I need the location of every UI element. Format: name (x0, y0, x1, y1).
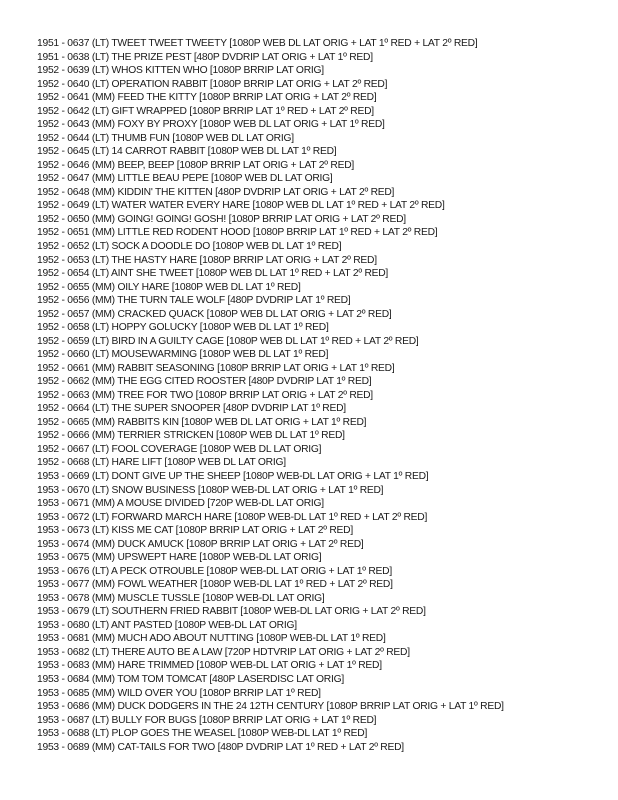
list-item: 1952 - 0653 (LT) THE HASTY HARE [1080P BRRIP LAT ORIG + LAT 2º RED] (37, 254, 377, 266)
list-item: 1952 - 0646 (MM) BEEP, BEEP [1080P BRRIP LAT ORIG + LAT 2º RED] (37, 159, 355, 171)
list-item: 1952 - 0642 (LT) GIFT WRAPPED [1080P BRRIP LAT 1º RED + LAT 2º RED] (37, 105, 374, 117)
list-item: 1952 - 0658 (LT) HOPPY GOLUCKY [1080P WEB DL LAT 1º RED] (37, 322, 329, 334)
list-item: 1953 - 0689 (MM) CAT-TAILS FOR TWO [480P DVDRIP LAT 1º RED + LAT 2º RED] (37, 741, 404, 753)
list-item: 1952 - 0660 (LT) MOUSEWARMING [1080P WEB DL LAT 1º RED] (37, 349, 329, 361)
list-item: 1952 - 0652 (LT) SOCK A DOODLE DO [1080P WEB DL LAT 1º RED] (37, 240, 342, 252)
list-item: 1953 - 0681 (MM) MUCH ADO ABOUT NUTTING [1080P WEB-DL LAT 1º RED] (37, 633, 386, 645)
list-item: 1952 - 0644 (LT) THUMB FUN [1080P WEB DL LAT ORIG] (37, 132, 294, 144)
list-item: 1952 - 0664 (LT) THE SUPER SNOOPER [480P DVDRIP LAT 1º RED] (37, 403, 346, 415)
list-item: 1952 - 0639 (LT) WHOS KITTEN WHO [1080P BRRIP LAT ORIG] (37, 65, 324, 77)
list-item: 1953 - 0684 (MM) TOM TOM TOMCAT [480P LASERDISC LAT ORIG] (37, 673, 344, 685)
list-item: 1953 - 0674 (MM) DUCK AMUCK [1080P BRRIP LAT ORIG + LAT 2º RED] (37, 538, 364, 550)
list-item: 1951 - 0638 (LT) THE PRIZE PEST [480P DVDRIP LAT ORIG + LAT 1º RED] (37, 51, 373, 63)
list-item: 1952 - 0655 (MM) OILY HARE [1080P WEB DL LAT 1º RED] (37, 281, 301, 293)
list-item: 1953 - 0679 (LT) SOUTHERN FRIED RABBIT [1080P WEB-DL LAT ORIG + LAT 2º RED] (37, 606, 426, 618)
list-item: 1952 - 0656 (MM) THE TURN TALE WOLF [480P DVDRIP LAT 1º RED] (37, 295, 351, 307)
list-item: 1952 - 0640 (LT) OPERATION RABBIT [1080P BRRIP LAT ORIG + LAT 2º RED] (37, 78, 388, 90)
list-item: 1953 - 0685 (MM) WILD OVER YOU [1080P BRRIP LAT 1º RED] (37, 687, 321, 699)
list-item: 1953 - 0683 (MM) HARE TRIMMED [1080P WEB-DL LAT ORIG + LAT 1º RED] (37, 660, 382, 672)
list-item: 1953 - 0670 (LT) SNOW BUSINESS [1080P WEB-DL LAT ORIG + LAT 1º RED] (37, 484, 384, 496)
list-item: 1952 - 0661 (MM) RABBIT SEASONING [1080P BRRIP LAT ORIG + LAT 1º RED] (37, 362, 395, 374)
list-item: 1953 - 0677 (MM) FOWL WEATHER [1080P WEB-DL LAT 1º RED + LAT 2º RED] (37, 579, 393, 591)
list-item: 1953 - 0680 (LT) ANT PASTED [1080P WEB-DL LAT ORIG] (37, 619, 297, 631)
list-item: 1952 - 0648 (MM) KIDDIN' THE KITTEN [480P DVDRIP LAT ORIG + LAT 2º RED] (37, 186, 395, 198)
list-item: 1952 - 0662 (MM) THE EGG CITED ROOSTER [480P DVDRIP LAT 1º RED] (37, 376, 372, 388)
list-item: 1952 - 0666 (MM) TERRIER STRICKEN [1080P WEB DL LAT 1º RED] (37, 430, 345, 442)
list-item: 1953 - 0675 (MM) UPSWEPT HARE [1080P WEB-DL LAT ORIG] (37, 552, 322, 564)
list-item: 1952 - 0668 (LT) HARE LIFT [1080P WEB DL LAT ORIG] (37, 457, 286, 469)
list-item: 1953 - 0686 (MM) DUCK DODGERS IN THE 24 12TH CENTURY [1080P BRRIP LAT ORIG + LAT 1º RED] (37, 701, 504, 713)
list-item: 1952 - 0654 (LT) AINT SHE TWEET [1080P WEB DL LAT 1º RED + LAT 2º RED] (37, 268, 389, 280)
list-item: 1952 - 0659 (LT) BIRD IN A GUILTY CAGE [1080P WEB DL LAT 1º RED + LAT 2º RED] (37, 335, 419, 347)
list-item: 1953 - 0676 (LT) A PECK OTROUBLE [1080P WEB-DL LAT ORIG + LAT 1º RED] (37, 565, 392, 577)
list-item: 1952 - 0641 (MM) FEED THE KITTY [1080P BRRIP LAT ORIG + LAT 2º RED] (37, 92, 377, 104)
list-item: 1952 - 0647 (MM) LITTLE BEAU PEPE [1080P WEB DL LAT ORIG] (37, 173, 333, 185)
list-item: 1951 - 0637 (LT) TWEET TWEET TWEETY [1080P WEB DL LAT ORIG + LAT 1º RED + LAT 2º RED] (37, 38, 478, 49)
list-item: 1952 - 0665 (MM) RABBITS KIN [1080P WEB DL LAT ORIG + LAT 1º RED] (37, 416, 367, 428)
list-item: 1952 - 0651 (MM) LITTLE RED RODENT HOOD [1080P BRRIP LAT 1º RED + LAT 2º RED] (37, 227, 438, 239)
list-item: 1953 - 0671 (MM) A MOUSE DIVIDED [720P WEB-DL LAT ORIG] (37, 498, 324, 510)
list-item: 1953 - 0687 (LT) BULLY FOR BUGS [1080P BRRIP LAT ORIG + LAT 1º RED] (37, 714, 377, 726)
list-item: 1952 - 0663 (MM) TREE FOR TWO [1080P BRRIP LAT ORIG + LAT 2º RED] (37, 389, 373, 401)
list-item: 1952 - 0650 (MM) GOING! GOING! GOSH! [1080P BRRIP LAT ORIG + LAT 2º RED] (37, 213, 406, 225)
list-item: 1953 - 0678 (MM) MUSCLE TUSSLE [1080P WEB-DL LAT ORIG] (37, 592, 325, 604)
list-item: 1952 - 0667 (LT) FOOL COVERAGE [1080P WEB DL LAT ORIG] (37, 443, 322, 455)
list-item: 1953 - 0672 (LT) FORWARD MARCH HARE [1080P WEB-DL LAT 1º RED + LAT 2º RED] (37, 511, 428, 523)
list-item: 1953 - 0669 (LT) DONT GIVE UP THE SHEEP [1080P WEB-DL LAT ORIG + LAT 1º RED] (37, 471, 429, 482)
list-item: 1952 - 0649 (LT) WATER WATER EVERY HARE [1080P WEB DL LAT 1º RED + LAT 2º RED] (37, 200, 445, 212)
list-item: 1953 - 0682 (LT) THERE AUTO BE A LAW [720P HDTVRIP LAT ORIG + LAT 2º RED] (37, 646, 410, 658)
list-item: 1952 - 0643 (MM) FOXY BY PROXY [1080P WEB DL LAT ORIG + LAT 1º RED] (37, 119, 385, 131)
list-item: 1952 - 0645 (LT) 14 CARROT RABBIT [1080P WEB DL LAT 1º RED] (37, 146, 337, 158)
cartoon-list (37, 37, 504, 754)
list-item: 1952 - 0657 (MM) CRACKED QUACK [1080P WEB DL LAT ORIG + LAT 2º RED] (37, 308, 392, 320)
list-item: 1953 - 0688 (LT) PLOP GOES THE WEASEL [1080P WEB-DL LAT 1º RED] (37, 728, 368, 740)
list-item: 1953 - 0673 (LT) KISS ME CAT [1080P BRRIP LAT ORIG + LAT 2º RED] (37, 525, 353, 537)
